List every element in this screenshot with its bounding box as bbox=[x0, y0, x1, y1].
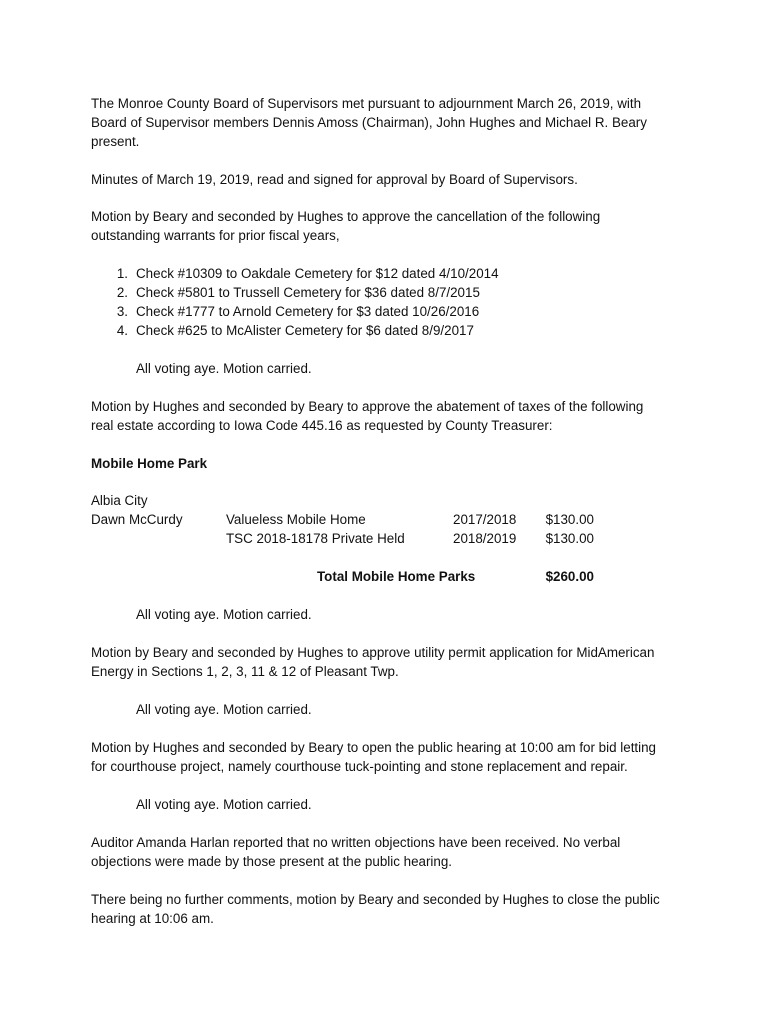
intro-line-3: present. bbox=[91, 134, 140, 149]
minutes-paragraph bbox=[91, 170, 691, 189]
vote-result-3: All voting aye. Motion carried. bbox=[136, 702, 312, 717]
motion-public-hearing bbox=[91, 738, 691, 776]
motion-utility-permit bbox=[91, 643, 691, 681]
motion4-line-2: for courthouse project, namely courthouse tuck-pointing and stone replacement and repair. bbox=[91, 759, 628, 774]
motion4-line-1: Motion by Hughes and seconded by Beary to open the public hearing at 10:00 am for bid letting bbox=[91, 740, 657, 755]
intro-paragraph bbox=[91, 94, 691, 151]
closing-paragraph bbox=[91, 890, 691, 928]
closing-line-2: hearing at 10:06 am. bbox=[91, 911, 214, 926]
abatement-amount: $130.00 bbox=[545, 531, 594, 546]
auditor-line-1: Auditor Amanda Harlan reported that no written objections have been received. No verbal bbox=[91, 835, 621, 850]
motion3-line-1: Motion by Beary and seconded by Hughes to approve utility permit application for MidAmerican bbox=[91, 645, 655, 660]
motion2-line-1: Motion by Hughes and seconded by Beary to approve the abatement of taxes of the following bbox=[91, 399, 644, 414]
list-number: 3. bbox=[116, 304, 128, 319]
motion-cancel-warrants bbox=[91, 207, 691, 245]
motion1-line-1: Motion by Beary and seconded by Hughes to approve the cancellation of the following bbox=[91, 209, 601, 224]
abatement-total-amount: $260.00 bbox=[545, 569, 594, 584]
auditor-line-2: objections were made by those present at the public hearing. bbox=[91, 854, 453, 869]
vote-result-1: All voting aye. Motion carried. bbox=[136, 361, 312, 376]
closing-line-1: There being no further comments, motion by Beary and seconded by Hughes to close the public bbox=[91, 892, 660, 907]
vote-result-4: All voting aye. Motion carried. bbox=[136, 797, 312, 812]
list-number: 1. bbox=[116, 266, 128, 281]
intro-line-1: The Monroe County Board of Supervisors met pursuant to adjournment March 26, 2019, with bbox=[91, 96, 642, 111]
minutes-text: Minutes of March 19, 2019, read and signed for approval by Board of Supervisors. bbox=[91, 172, 578, 187]
motion2-line-2: real estate according to Iowa Code 445.16 as requested by County Treasurer: bbox=[91, 418, 553, 433]
vote-result-2: All voting aye. Motion carried. bbox=[136, 607, 312, 622]
abatement-desc: TSC 2018-18178 Private Held bbox=[226, 531, 405, 546]
motion3-line-2: Energy in Sections 1, 2, 3, 11 & 12 of Pleasant Twp. bbox=[91, 664, 399, 679]
intro-line-2: Board of Supervisor members Dennis Amoss (Chairman), John Hughes and Michael R. Beary bbox=[91, 115, 647, 130]
list-number: 2. bbox=[116, 285, 128, 300]
abatement-year: 2018/2019 bbox=[453, 531, 517, 546]
list-text: Check #10309 to Oakdale Cemetery for $12 dated 4/10/2014 bbox=[136, 266, 499, 281]
list-text: Check #1777 to Arnold Cemetery for $3 dated 10/26/2016 bbox=[136, 304, 480, 319]
list-text: Check #625 to McAlister Cemetery for $6 dated 8/9/2017 bbox=[136, 323, 474, 338]
list-text: Check #5801 to Trussell Cemetery for $36 dated 8/7/2015 bbox=[136, 285, 480, 300]
auditor-report bbox=[91, 833, 691, 871]
motion1-line-2: outstanding warrants for prior fiscal years, bbox=[91, 228, 340, 243]
list-number: 4. bbox=[116, 323, 128, 338]
abatement-year: 2017/2018 bbox=[453, 512, 517, 527]
abatement-total-label: Total Mobile Home Parks bbox=[317, 569, 476, 584]
section-heading: Mobile Home Park bbox=[91, 456, 208, 471]
abatement-owner: Dawn McCurdy bbox=[91, 512, 183, 527]
abatement-amount: $130.00 bbox=[545, 512, 594, 527]
motion-abatement bbox=[91, 397, 691, 435]
abatement-desc: Valueless Mobile Home bbox=[226, 512, 366, 527]
abatement-city: Albia City bbox=[91, 493, 148, 508]
